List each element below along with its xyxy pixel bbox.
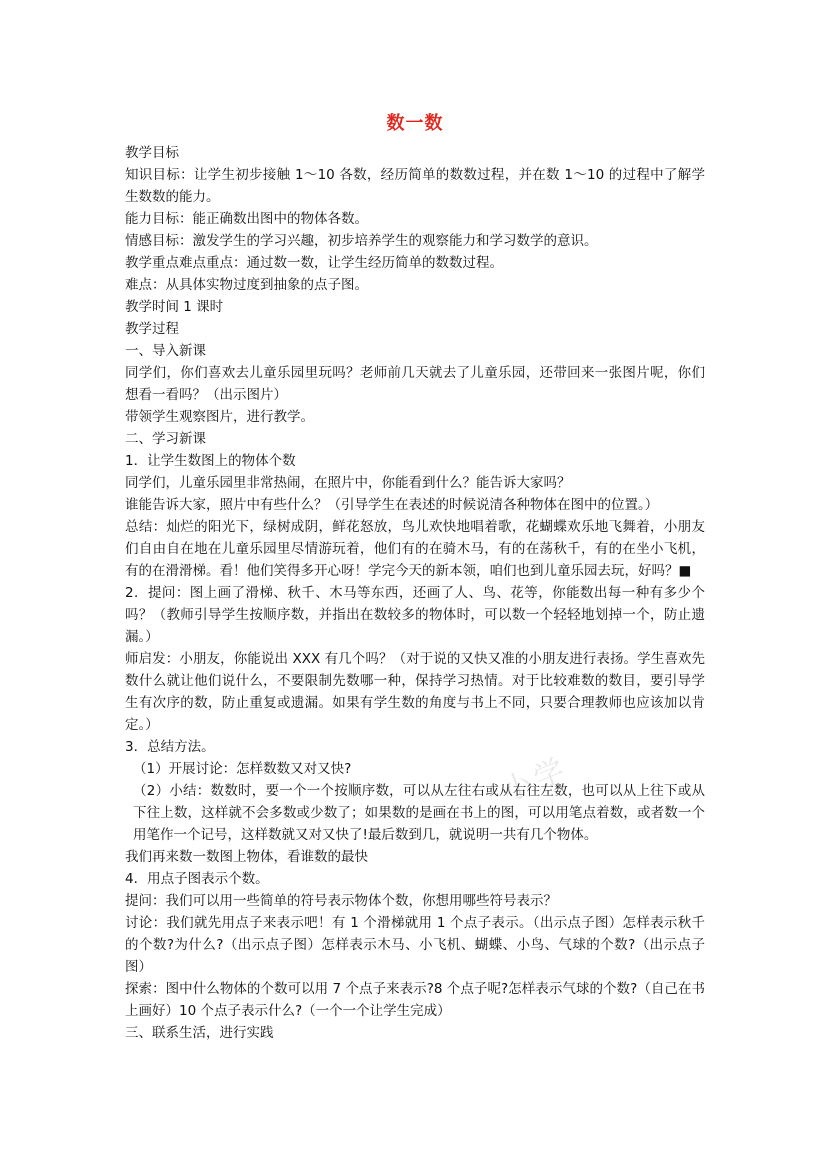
paragraph-discussion-dots: 讨论：我们就先用点子来表示吧！有 1 个滑梯就用 1 个点子表示。（出示点子图）怎样表示秋千的个数?为什么?（出示点子图）怎样表示木马、小飞机、蝴蝶、小鸟、气球的个数?（出示点子图）: [125, 915, 705, 975]
paragraph-explore: 探索：图中什么物体的个数可以用 7 个点子来表示?8 个点子呢?怎样表示气球的个数?（自己在书上画好）10 个点子表示什么?（一个一个让学生完成）: [125, 981, 705, 1019]
ability-objective: 能力目标：能正确数出图中的物体各数。: [125, 211, 368, 227]
paragraph-photo-question: 谁能告诉大家，照片中有些什么？（引导学生在表述的时候说清各种物体在图中的位置。）: [125, 497, 659, 513]
document-title: 数一数: [386, 113, 444, 134]
summary-item: （2）小结：数数时，要一个一个按顺序数，可以从左往右或从右往左数，也可以从上往下或从下往上数，这样就不会多数或少数了；如果数的是画在书上的图，可以用笔点着数，或者数一个用笔作一个记号，这样数就又对又快了!最后数到几，就说明一共有几个物体。: [133, 783, 705, 843]
paragraph-teacher-prompt: 师启发：小朋友，你能说出 XXX 有几个吗？（对于说的又快又准的小朋友进行表扬。学生喜欢先数什么就让他们说什么，不要限制先数哪一种，保持学习热情。对于比较难数的数目，要引导学生有次序的数，防止重复或遗漏。如果有学生数的角度与书上不同，只要合理教师也应该加以肯定。）: [125, 651, 705, 733]
paragraph-summary: 总结：灿烂的阳光下，绿树成阴，鲜花怒放，鸟儿欢快地唱着歌，花蝴蝶欢乐地飞舞着，小朋友们自由自在地在儿童乐园里尽情游玩着，他们有的在骑木马，有的在荡秋千，有的在坐小飞机，有的在滑滑梯。看！他们笑得多开心呀！学完今天的新本领，咱们也到儿童乐园去玩，好吗？■: [125, 519, 705, 579]
part-three-heading: 三、联系生活，进行实践: [125, 1025, 274, 1041]
watermark-text: 小学: [497, 751, 574, 810]
paragraph-intro-question: 同学们，你们喜欢去儿童乐园里玩吗？老师前几天就去了儿童乐园，还带回来一张图片呢，你们想看一看吗？（出示图片）: [125, 365, 705, 403]
paragraph-park-question: 同学们，儿童乐园里非常热闹，在照片中，你能看到什么？能告诉大家吗？: [125, 475, 571, 491]
section-heading-process: 教学过程: [125, 321, 179, 337]
key-points: 教学重点难点重点：通过数一数，让学生经历简单的数数过程。: [125, 255, 503, 271]
paragraph-count-again: 我们再来数一数图上物体，看谁数的最快: [125, 849, 368, 865]
paragraph-symbol-question: 提问：我们可以用一些简单的符号表示物体个数，你想用哪些符号表示？: [125, 893, 557, 909]
emotion-objective: 情感目标：激发学生的学习兴趣，初步培养学生的观察能力和学习数学的意识。: [125, 233, 598, 249]
document-page: [125, 112, 705, 1044]
step-one-heading: 1．让学生数图上的物体个数: [125, 453, 296, 469]
difficult-points: 难点：从具体实物过度到抽象的点子图。: [125, 277, 368, 293]
part-two-heading: 二、学习新课: [125, 431, 206, 447]
step-four-heading: 4．用点子图表示个数。: [125, 871, 269, 887]
teaching-time: 教学时间 1 课时: [125, 299, 224, 315]
paragraph-observe: 带领学生观察图片，进行教学。: [125, 409, 314, 425]
discussion-item: （1）开展讨论：怎样数数又对又快?: [133, 761, 352, 777]
part-one-heading: 一、导入新课: [125, 343, 206, 359]
section-heading-objectives: 教学目标: [125, 145, 179, 161]
paragraph-step-two: 2．提问：图上画了滑梯、秋千、木马等东西，还画了人、鸟、花等，你能数出每一种有多少个吗？（教师引导学生按顺序数，并指出在数较多的物体时，可以数一个轻轻地划掉一个，防止遗漏。）: [125, 585, 705, 645]
step-three-heading: 3．总结方法。: [125, 739, 215, 755]
knowledge-objective: 知识目标：让学生初步接触 1～10 各数，经历简单的数数过程，并在数 1～10 的过程中了解学生数数的能力。: [125, 167, 705, 205]
